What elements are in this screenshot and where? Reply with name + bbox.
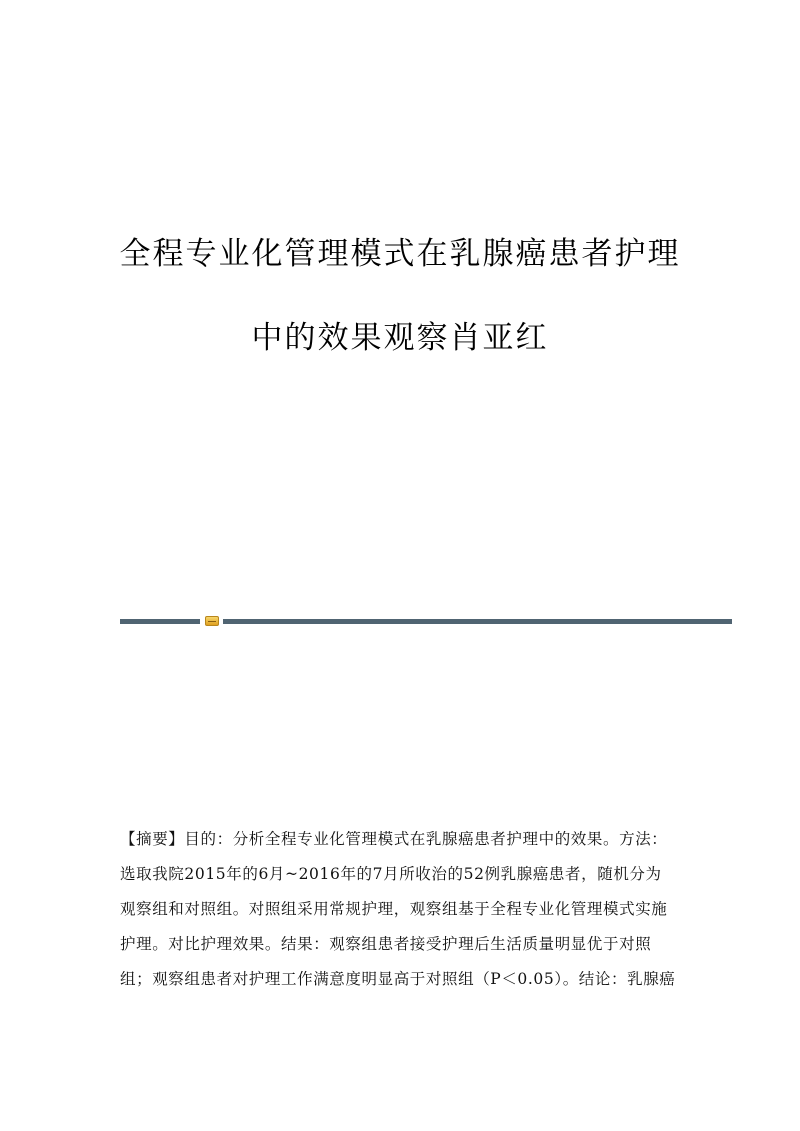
document-title-line-1: 全程专业化管理模式在乳腺癌患者护理 (119, 236, 681, 272)
abstract-paragraph (120, 822, 700, 997)
divider-bar-right (223, 619, 732, 624)
divider-bar-left (120, 619, 200, 624)
section-divider (120, 616, 732, 626)
divider-ornament-icon (205, 616, 219, 626)
abstract-line: 护理。对比护理效果。结果：观察组患者接受护理后生活质量明显优于对照 (120, 935, 652, 953)
abstract-line: 【摘要】目的：分析全程专业化管理模式在乳腺癌患者护理中的效果。方法： (120, 830, 668, 848)
abstract-line: 组；观察组患者对护理工作满意度明显高于对照组（P＜0.05）。结论：乳腺癌 (120, 970, 676, 988)
document-title-line-2: 中的效果观察肖亚红 (251, 320, 549, 356)
abstract-line: 选取我院2015年的6月~2016年的7月所收治的52例乳腺癌患者，随机分为 (120, 865, 662, 883)
abstract-line: 观察组和对照组。对照组采用常规护理，观察组基于全程专业化管理模式实施 (120, 900, 668, 918)
